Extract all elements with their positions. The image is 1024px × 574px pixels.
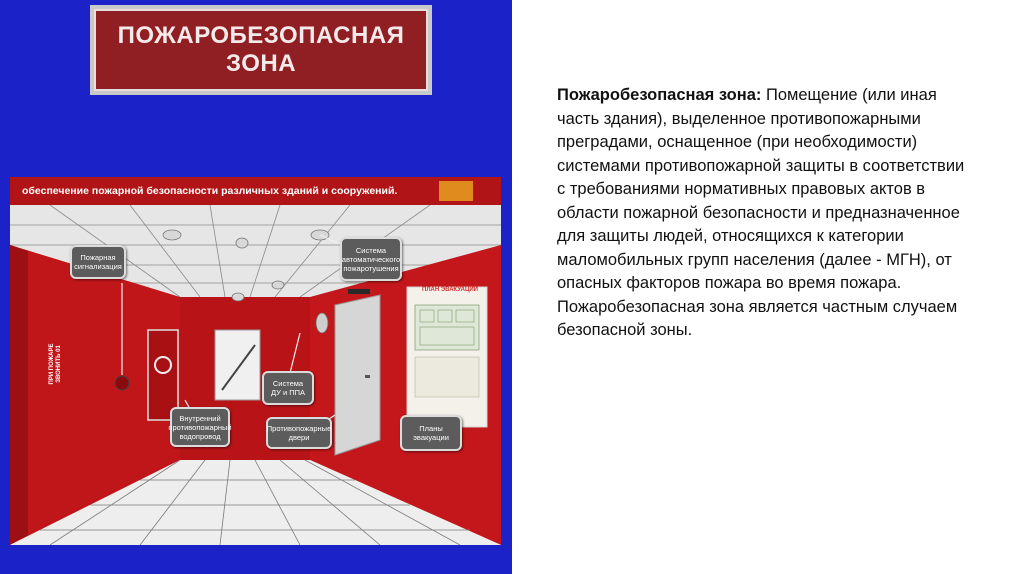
callout-line: противопожарный — [168, 422, 232, 432]
plan-title: ПЛАН ЭВАКУАЦИИ — [422, 287, 478, 293]
fire-door — [335, 295, 380, 455]
callout-evacuation-plans — [400, 415, 462, 451]
fire-safe-zone-sign — [90, 5, 432, 95]
poster-header-text: обеспечение пожарной безопасности различных зданий и сооружений. — [22, 185, 398, 197]
callout-line: пожаротушения — [343, 263, 399, 273]
callout-line: Система — [355, 245, 387, 255]
header-highlight — [439, 181, 473, 201]
wall-fan — [316, 313, 328, 333]
callout-sprinkler — [340, 237, 402, 281]
callout-line: Противопожарные — [266, 424, 332, 433]
sign-plate — [94, 9, 428, 91]
callout-line: Внутренний — [179, 413, 221, 423]
callout-hydrant — [170, 407, 230, 447]
callout-line: сигнализация — [74, 262, 122, 271]
door-handle — [365, 375, 370, 378]
ceiling-detector-5 — [272, 281, 284, 289]
callout-line: автоматического — [341, 254, 401, 264]
callout-line: Планы эвакуации — [413, 424, 449, 442]
ceiling-detector-2 — [236, 238, 248, 248]
fire-safety-poster — [10, 177, 501, 545]
poster-header — [10, 177, 501, 205]
definition-term: Пожаробезопасная зона: — [557, 86, 762, 104]
callout-line: водопровод — [179, 431, 221, 441]
definition-text — [557, 84, 977, 343]
sign-line-1: ПОЖАРОБЕЗОПАСНАЯ — [117, 22, 405, 49]
sign-line-2: ЗОНА — [225, 50, 297, 77]
definition-body: Помещение (или иная часть здания), выделенное противопожарными преградами, оснащенное (при необходимости) системами противопожарной защиты в соответствии с требованиями нормативных правовых актов в области пожарной безопасности и предназначенное для защиты людей, относящихся к категории маломобильных групп населения (далее - МГН), от опасных факторов пожара во время пожара. Пожаробезопасная зона является частным случаем безопасной зоны. — [557, 86, 965, 339]
wall-sign: ПРИ ПОЖАРЕ ЗВОНИТЬ 01 — [49, 343, 62, 385]
exit-sign — [348, 289, 370, 294]
ceiling-detector-1 — [163, 230, 181, 240]
left-wall-edge — [10, 245, 28, 545]
callout-fire-alarm — [70, 245, 126, 279]
callout-line: ДУ и ППА — [270, 388, 306, 397]
callout-smoke-system — [262, 371, 314, 405]
alarm-device — [115, 376, 129, 390]
callout-line: Система — [272, 379, 304, 388]
callout-line: двери — [288, 433, 310, 442]
callout-line: Пожарная — [80, 253, 116, 262]
plan-map — [415, 305, 479, 350]
ceiling-detector-4 — [232, 293, 244, 301]
callout-fire-doors — [266, 417, 332, 449]
